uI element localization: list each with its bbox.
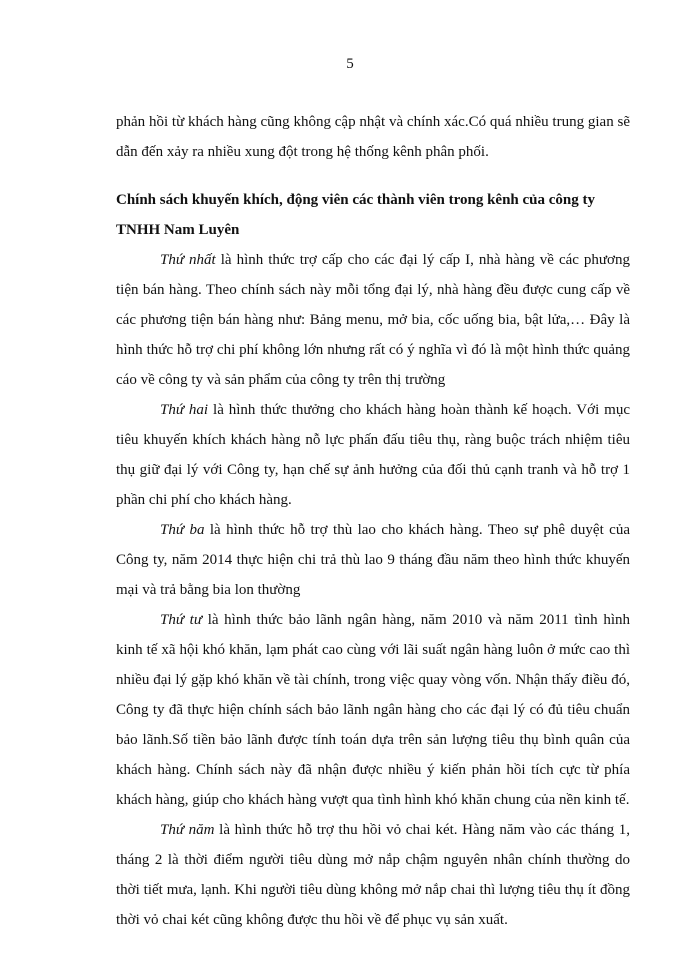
- paragraph-second: [116, 395, 630, 515]
- page-number: 5: [346, 56, 354, 72]
- section-heading: Chính sách khuyến khích, động viên các thành viên trong kênh của công ty TNHH Nam Luyên: [116, 192, 596, 238]
- paragraph-fourth: [116, 605, 630, 815]
- paragraph-lead: Thứ tư: [160, 612, 203, 628]
- intro-paragraph: phản hồi từ khách hàng cũng không cập nhật và chính xác.Có quá nhiều trung gian sẽ dẫn đến xảy ra nhiều xung đột trong hệ thống kênh phân phối.: [116, 114, 630, 160]
- paragraph-text: là hình thức bảo lãnh ngân hàng, năm 2010 và năm 2011 tình hình kinh tế xã hội khó khăn, lạm phát cao cùng với lãi suất ngân hàng luôn ở mức cao thì nhiều đại lý gặp khó khăn về tài chính, trong việc quay vòng vốn. Nhận thấy điều đó, Công ty đã thực hiện chính sách bảo lãnh ngân hàng cho các đại lý có đủ tiêu chuẩn bảo lãnh.Số tiền bảo lãnh được tính toán dựa trên sản lượng tiêu thụ bình quân của khách hàng. Chính sách này đã nhận được nhiều ý kiến phản hồi tích cực từ phía khách hàng, giúp cho khách hàng vượt qua tình hình khó khăn chung của nền kinh tế.: [116, 612, 630, 808]
- page-content: [116, 107, 630, 935]
- paragraph-third: [116, 515, 630, 605]
- paragraph-text: là hình thức hỗ trợ thù lao cho khách hàng. Theo sự phê duyệt của Công ty, năm 2014 thực hiện chi trả thù lao 9 tháng đầu năm theo hình thức khuyến mại và trả bằng bia lon thường: [116, 522, 630, 598]
- paragraph-lead: Thứ hai: [160, 402, 209, 418]
- paragraph-fifth: [116, 815, 630, 935]
- paragraph-lead: Thứ năm: [160, 822, 215, 838]
- paragraph-lead: Thứ nhất: [160, 252, 216, 268]
- paragraph-lead: Thứ ba: [160, 522, 205, 538]
- paragraph-text: là hình thức thưởng cho khách hàng hoàn thành kế hoạch. Với mục tiêu khuyến khích khách hàng nỗ lực phấn đấu tiêu thụ, ràng buộc trách nhiệm tiêu thụ giữ đại lý với Công ty, hạn chế sự ảnh hưởng của đối thủ cạnh tranh và hỗ trợ 1 phần chi phí cho khách hàng.: [116, 402, 630, 508]
- paragraph-text: là hình thức trợ cấp cho các đại lý cấp I, nhà hàng về các phương tiện bán hàng. Theo chính sách này mỗi tổng đại lý, nhà hàng đều được cung cấp về các phương tiện bán hàng như: Bảng menu, mở bia, cốc uống bia, bật lửa,… Đây là hình thức hỗ trợ chi phí không lớn nhưng rất có ý nghĩa vì đó là một hình thức quảng cáo về công ty và sản phẩm của công ty trên thị trường: [116, 252, 630, 388]
- paragraph-first: [116, 245, 630, 395]
- paragraph-text: là hình thức hỗ trợ thu hồi vỏ chai két. Hàng năm vào các tháng 1, tháng 2 là thời điểm người tiêu dùng mở nắp chậm nguyên nhân chính thường do thời tiết mưa, lạnh. Khi người tiêu dùng không mở nắp chai thì lượng tiêu thụ ít đồng thời vỏ chai két cũng không được thu hồi về để phục vụ sản xuất.: [116, 822, 630, 928]
